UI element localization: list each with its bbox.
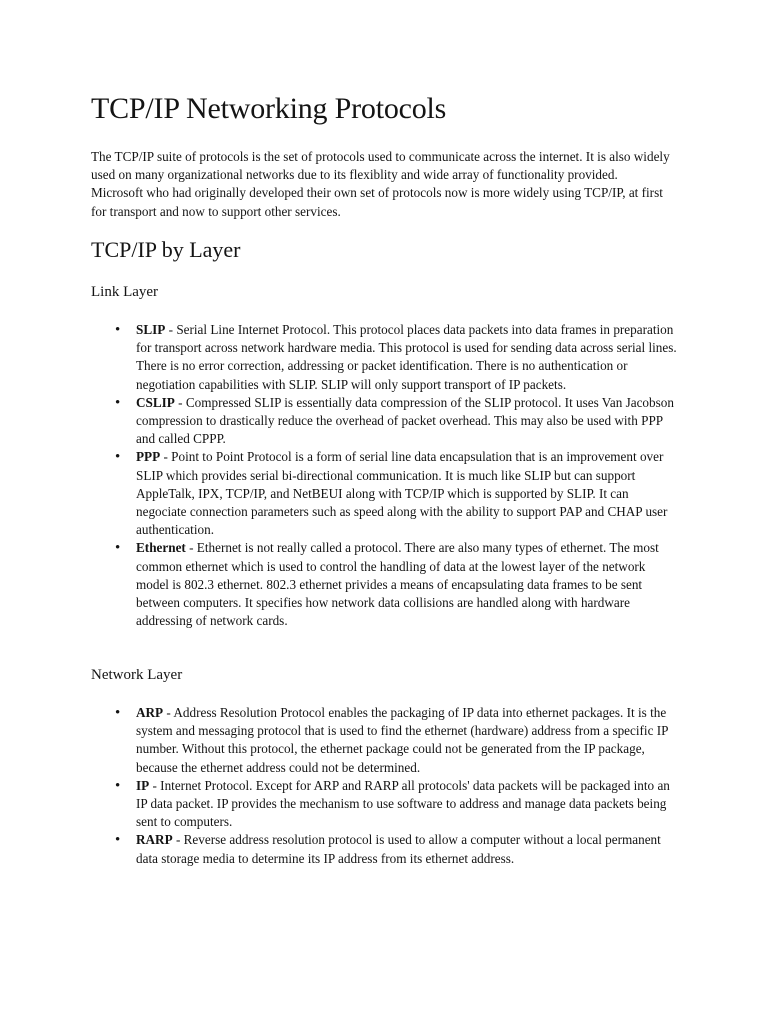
list-item-rarp (91, 831, 681, 867)
page-title: TCP/IP Networking Protocols (91, 92, 447, 125)
list-item-arp (91, 704, 681, 777)
intro-paragraph: The TCP/IP suite of protocols is the set of protocols used to communicate across the internet. It is also widely used on many organizational networks due to its flexiblity and wide array of functionality provided. Microsoft who had originally developed their own set of protocols now is more widely using TCP/IP, at first for transport and now to support other services. (91, 149, 670, 219)
term-ethernet: Ethernet (136, 540, 186, 556)
network-layer-list (91, 704, 681, 868)
list-item-slip (91, 321, 681, 394)
term-rarp: RARP (136, 832, 173, 848)
term-ip: IP (136, 777, 150, 793)
list-item-ethernet (91, 539, 681, 630)
description-ppp: - Point to Point Protocol is a form of serial line data encapsulation that is an improvement over SLIP which provides serial bi-directional communication. It is much like SLIP but can support AppleTalk, IPX, TCP/IP, and NetBEUI along with TCP/IP which is supported by SLIP. It can negociate connection parameters such as speed along with the ability to support PAP and CHAP user authentication. (136, 449, 668, 538)
link-layer-list (91, 321, 681, 630)
term-ppp: PPP (136, 449, 161, 465)
term-slip: SLIP (136, 322, 166, 337)
list-item-ppp (91, 448, 681, 539)
description-ethernet: - Ethernet is not really called a protocol. There are also many types of ethernet. The most common ethernet which is used to control the handling of data at the lowest layer of the network model is 802.3 ethernet. 802.3 ethernet privides a means of encapsulating data frames to be sent between computers. It specifies how network data collisions are handled along with hardware addressing of network cards. (136, 540, 659, 629)
term-cslip: CSLIP (136, 394, 175, 410)
section-title: TCP/IP by Layer (91, 237, 241, 262)
description-arp: - Address Resolution Protocol enables the packaging of IP data into ethernet packages. It is the system and messaging protocol that is used to find the ethernet (hardware) address from a specific IP number. Without this protocol, the ethernet package could not be generated from the IP package, because the ethernet address could not be determined. (136, 705, 668, 775)
list-item-ip (91, 777, 681, 832)
link-layer-heading: Link Layer (91, 284, 159, 300)
description-cslip: - Compressed SLIP is essentially data compression of the SLIP protocol. It uses Van Jacobson compression to drastically reduce the overhead of packet overhead. This may also be used with PPP and called CPPP. (136, 394, 674, 447)
network-layer-heading: Network Layer (91, 667, 183, 683)
list-item-cslip (91, 394, 681, 449)
description-rarp: - Reverse address resolution protocol is used to allow a computer without a local permanent data storage media to determine its IP address from its ethernet address. (136, 832, 661, 866)
term-arp: ARP (136, 705, 164, 720)
description-ip: - Internet Protocol. Except for ARP and RARP all protocols' data packets will be packaged into an IP data packet. IP provides the mechanism to use software to address and manage data packets being sent to computers. (136, 777, 670, 830)
description-slip: - Serial Line Internet Protocol. This protocol places data packets into data frames in preparation for transport across network hardware media. This protocol is used for sending data across serial lines. There is no error correction, addressing or packet identification. There is no authentication or negotiation capabilities with SLIP. SLIP will only support transport of IP packets. (136, 322, 677, 392)
